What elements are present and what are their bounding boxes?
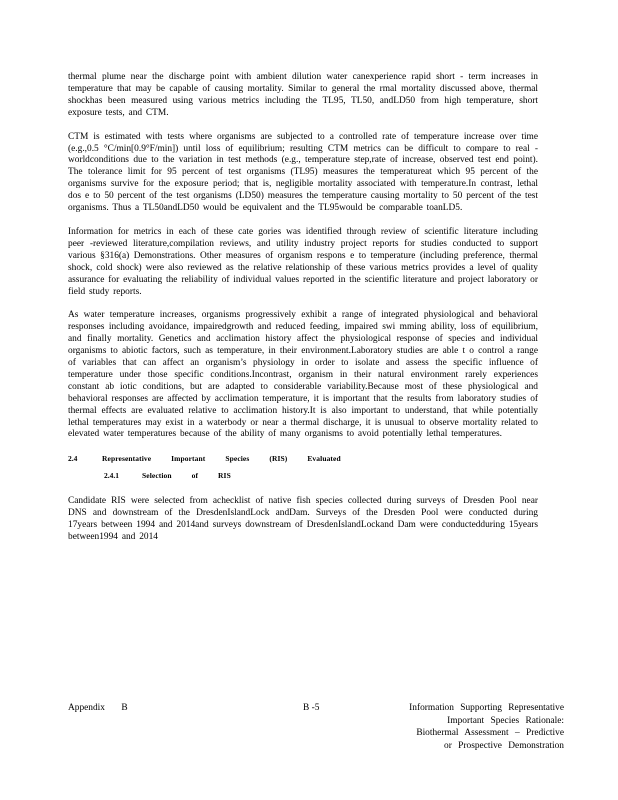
section-title: Representative Important Species (RIS) Evaluated — [102, 454, 341, 464]
subsection-number: 2.4.1 — [104, 471, 119, 481]
paragraph-information-metrics: Information for metrics in each of these cate gories was identified through review of scientific literature including peer -reviewed literature,compilation reviews, and utility industry project reports for studies conducted to support various §316(a) Demonstrations. Other measures of organism respons e to temperature (including preference, thermal shock, cold shock) were also reviewed as the relative relationship of these various metrics provides a level of quality assurance for evaluating the reliability of individual values reported in the scientific literature and project laboratory or field study reports. — [68, 226, 538, 297]
paragraph-candidate-ris: Candidate RIS were selected from achecklist of native fish species collected during surveys of Dresden Pool near DNS and downstream of the DresdenIslandLock andDam. Surveys of the Dresden Pool were conducted during 17years between 1994 and 2014and surveys downstream of DresdenIslandLockand Dam were conductedduring 15years between1994 and 2014 — [68, 496, 538, 542]
footer-page-number: B -5 — [303, 703, 320, 713]
subsection-title: Selection of RIS — [142, 471, 231, 481]
paragraph-ctm: CTM is estimated with tests where organisms are subjected to a controlled rate of temperature increase over time (e.g.,0.5 °C/min[0.9°F/min]) until loss of equilibrium; resulting CTM metrics can be difficult to compare to real -worldconditions due to the variation in test methods (e.g., temperature step,rate of increase, observed test end point). The tolerance limit for 95 percent of test organisms (TL95) measures the temperatureat which 95 percent of the organisms survive for the exposure period; that is, negligible mortality associated with temperature.In contrast, lethal dos e to 50 percent of the test organisms (LD50) measures the temperature causing mortality to 50 percent of the test organisms. Thus a TL50andLD50 would be equivalent and the TL95would be comparable toanLD5. — [68, 131, 538, 214]
footer-title-line: Information Supporting Representative — [409, 703, 564, 713]
section-heading — [68, 453, 538, 465]
paragraph-water-temperature: As water temperature increases, organisms progressively exhibit a range of integrated physiological and behavioral responses including avoidance, impairedgrowth and reduced feeding, impaired swi mming ability, loss of equilibrium, and finally mortality. Genetics and acclimation history affect the physiological response of species and individual organisms to abiotic factors, such as temperature, in their environment.Laboratory studies are able t o control a range of variables that can affect an organism’s physiology in order to isolate and assess the specific influence of temperature under those specific conditions.Incontrast, organism in their natural environment rarely experiences constant ab iotic conditions, but are adapted to considerable variability.Because most of these physiological and behavioral responses are affected by acclimation temperature, it is important that the results from laboratory studies of thermal effects are evaluated relative to acclimation history.It is also important to understand, that while potentially lethal temperatures may exist in a waterbody or near a thermal discharge, it is unusual to observe mortality related to elevated water temperatures because of the ability of many organisms to avoid potentially lethal temperatures. — [68, 310, 538, 440]
footer-title-line: or Prospective Demonstration — [444, 740, 564, 751]
section-number: 2.4 — [68, 454, 78, 464]
subsection-heading — [104, 470, 538, 482]
footer-document-title — [384, 702, 564, 752]
page-body — [68, 72, 538, 556]
paragraph-thermal-shock: thermal plume near the discharge point with ambient dilution water canexperience rapid short - term increases in temperature that may be capable of causing mortality. Similar to general the rmal mortality discussed above, thermal shockhas been measured using various metrics including the TL95, TL50, andLD50 from high temperature, short exposure tests, and CTM. — [68, 72, 538, 118]
footer-title-line: Biothermal Assessment – Predictive — [416, 728, 564, 738]
footer-title-line: Important Species Rationale: — [447, 715, 564, 726]
footer-appendix: Appendix B — [68, 703, 128, 713]
